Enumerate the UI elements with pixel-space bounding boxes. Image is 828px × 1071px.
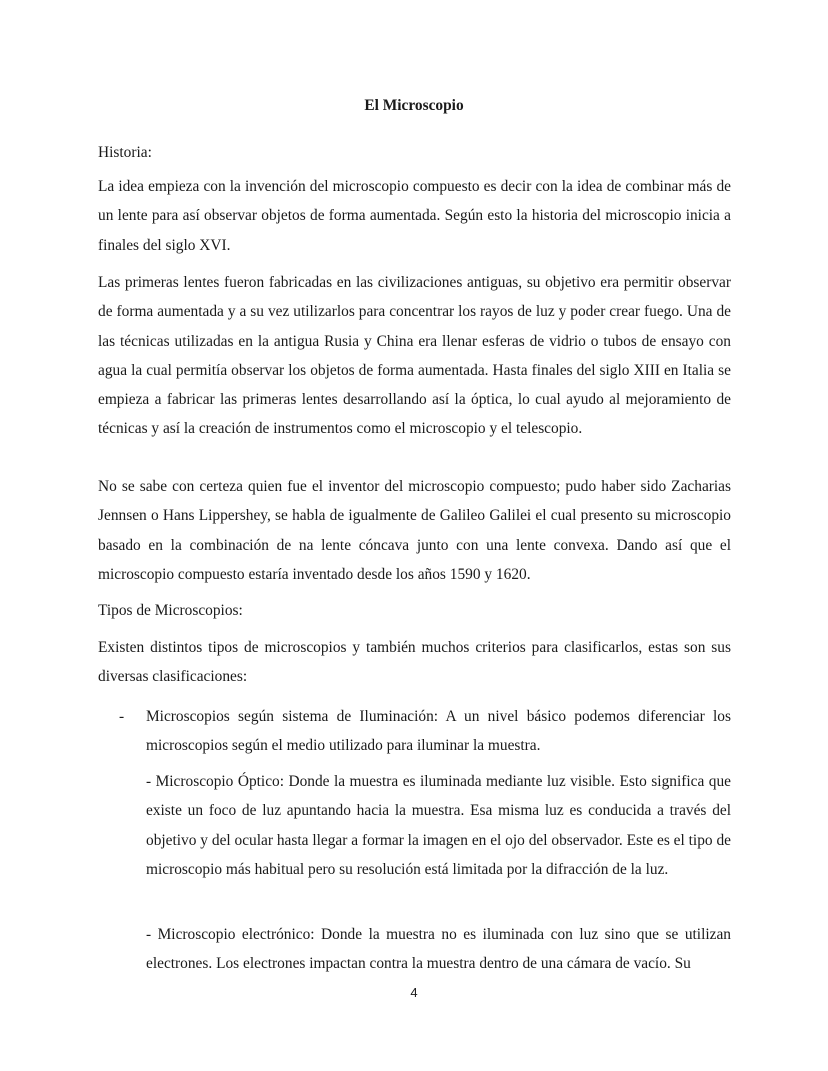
sub-item-microscopio-electronico: - Microscopio electrónico: Donde la muestra no es iluminada con luz sino que se utilizan electrones. Los electrones impactan contra la muestra dentro de una cámara de vacío. Su [146,926,731,973]
sub-item-microscopio-optico: - Microscopio Óptico: Donde la muestra es iluminada mediante luz visible. Esto significa que existe un foco de luz apuntando hacia la muestra. Esa misma luz es conducida a través del objetivo y del ocular hasta llegar a formar la imagen en el ojo del observador. Este es el tipo de microscopio más habitual pero su resolución está limitada por la difracción de la luz. [146,773,731,878]
page-number: 4 [410,985,418,1000]
heading-historia: Historia: [98,144,152,161]
paragraph-historia-3: No se sabe con certeza quien fue el inventor del microscopio compuesto; pudo haber sido Zacharias Jennsen o Hans Lippershey, se habla de igualmente de Galileo Galilei el cual presento su microscopio basado en la combinación de na lente cóncava junto con una lente convexa. Dando así que el microscopio compuesto estaría inventado desde los años 1590 y 1620. [98,478,731,583]
paragraph-historia-1: La idea empieza con la invención del microscopio compuesto es decir con la idea de combinar más de un lente para así observar objetos de forma aumentada. Según esto la historia del microscopio inicia a finales del siglo XVI. [98,178,731,254]
bullet-iluminacion: Microscopios según sistema de Iluminación: A un nivel básico podemos diferenciar los microscopios según el medio utilizado para iluminar la muestra. [146,708,731,755]
heading-tipos: Tipos de Microscopios: [98,602,243,619]
paragraph-tipos-intro: Existen distintos tipos de microscopios y también muchos criterios para clasificarlos, estas son sus diversas clasificaciones: [98,639,731,686]
paragraph-historia-2: Las primeras lentes fueron fabricadas en las civilizaciones antiguas, su objetivo era permitir observar de forma aumentada y a su vez utilizarlos para concentrar los rayos de luz y poder crear fuego. Una de las técnicas utilizadas en la antigua Rusia y China era llenar esferas de vidrio o tubos de ensayo con agua la cual permitía observar los objetos de forma aumentada. Hasta finales del siglo XIII en Italia se empieza a fabricar las primeras lentes desarrollando así la óptica, lo cual ayudo al mejoramiento de técnicas y así la creación de instrumentos como el microscopio y el telescopio. [98,274,731,438]
bullet-marker: - [119,708,125,725]
document-title: El Microscopio [364,97,464,114]
